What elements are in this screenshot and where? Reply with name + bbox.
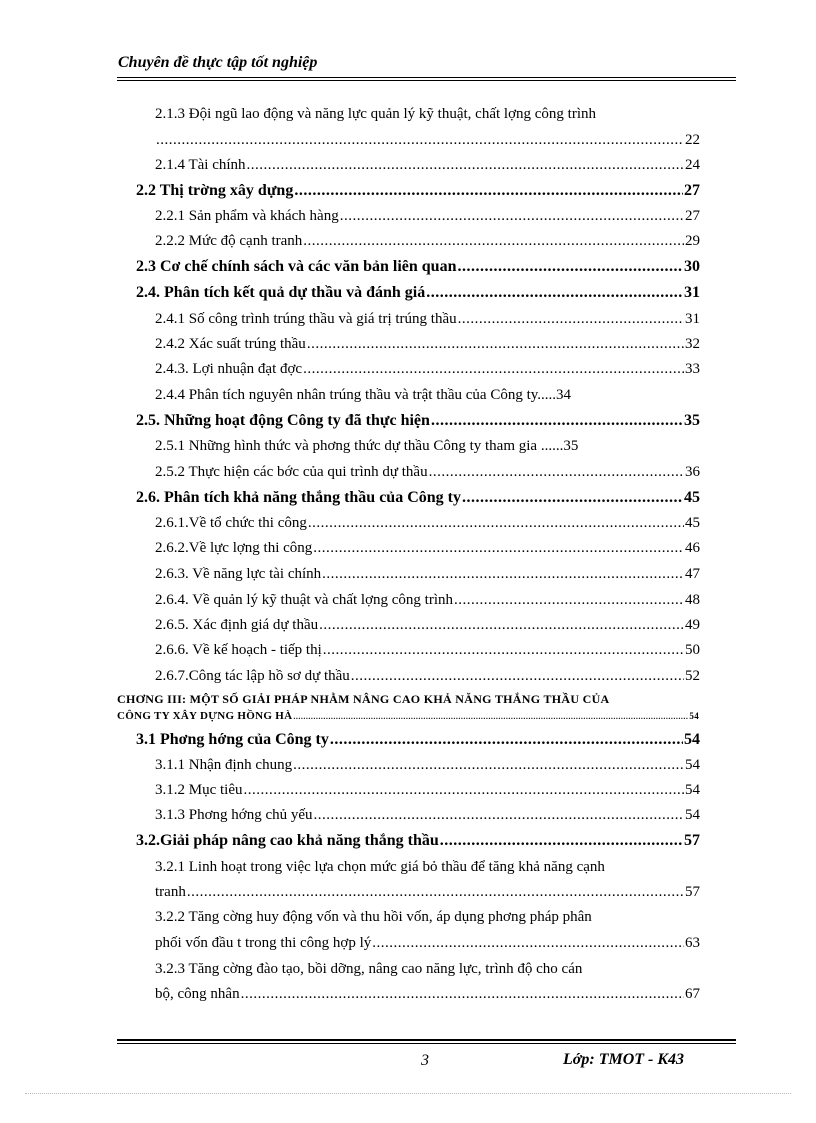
toc-entry bbox=[155, 780, 700, 800]
toc-entry-text: 2.6. Phân tích khả năng thắng thầu của Công ty bbox=[136, 489, 461, 506]
toc-page-number: 54 bbox=[685, 757, 700, 773]
toc-page-number: 45 bbox=[685, 515, 700, 531]
toc-entry bbox=[155, 231, 700, 251]
toc-page-number: 54 bbox=[685, 807, 700, 823]
footer-rule-bottom bbox=[117, 1043, 736, 1044]
toc-entry-text-continued: phối vốn đầu t trong thi công hợp lý bbox=[155, 935, 372, 951]
toc-entry-text: 2.3 Cơ chế chính sách và các văn bản liên quan bbox=[136, 258, 457, 275]
toc-page-number: 49 bbox=[685, 617, 700, 633]
toc-entry bbox=[155, 640, 700, 660]
header-rule-bottom bbox=[117, 80, 736, 81]
footer-rule-top bbox=[117, 1039, 736, 1041]
toc-page-number: 54 bbox=[684, 731, 700, 748]
header-rule-top bbox=[117, 77, 736, 78]
page-edge-dotted-line bbox=[25, 1093, 791, 1094]
toc-entry bbox=[155, 513, 700, 533]
toc-entry-text: 3.2.Giải pháp nâng cao khả năng thắng thầu bbox=[136, 832, 439, 849]
toc-entry-text: CHƠNG III: MỘT SỐ GIẢI PHÁP NHẰM NÂNG CAO KHẢ NĂNG THẮNG THẦU CỦA bbox=[117, 692, 610, 706]
toc-page-number: 52 bbox=[685, 668, 700, 684]
toc-page-number: 35 bbox=[684, 412, 700, 429]
toc-page-number: 24 bbox=[685, 157, 700, 173]
toc-entry-text-continued: bộ, công nhân bbox=[155, 986, 240, 1002]
toc-entry bbox=[155, 590, 700, 610]
toc-section bbox=[136, 283, 700, 303]
toc-page-number: 54 bbox=[685, 782, 700, 798]
toc-entry bbox=[155, 564, 700, 584]
toc-entry bbox=[155, 907, 735, 927]
toc-page-number: 50 bbox=[685, 642, 700, 658]
toc-page-number: 46 bbox=[685, 540, 700, 556]
class-label: Lớp: TMOT - K43 bbox=[563, 1051, 685, 1068]
toc-entry-text: 2.2.1 Sản phẩm và khách hàng bbox=[155, 208, 339, 224]
toc-page-number: 57 bbox=[684, 832, 700, 849]
toc-entry-text: 2.6.1.Về tổ chức thi công bbox=[155, 515, 307, 531]
toc-entry-text: 2.6.2.Về lực lợng thi công bbox=[155, 540, 313, 556]
toc-section bbox=[136, 831, 700, 851]
toc-section bbox=[136, 730, 700, 750]
toc-page-number: 47 bbox=[685, 566, 700, 582]
toc-entry-leader-line bbox=[155, 882, 700, 902]
toc-chapter bbox=[117, 692, 739, 707]
toc-entry bbox=[155, 436, 700, 456]
toc-entry-text: 2.4.2 Xác suất trúng thầu bbox=[155, 336, 306, 352]
toc-page-number: 57 bbox=[685, 884, 700, 900]
toc-page-number: 31 bbox=[685, 311, 700, 327]
toc-entry-text: 2.5. Những hoạt động Công ty đã thực hiện bbox=[136, 412, 430, 429]
toc-page-number: 63 bbox=[685, 935, 700, 951]
toc-entry-text: 2.4.4 Phân tích nguyên nhân trúng thầu và trật thầu của Công ty..... bbox=[155, 387, 557, 403]
toc-entry-text: 3.2.3 Tăng cờng đào tạo, bồi dỡng, nâng cao năng lực, trình độ cho cán bbox=[155, 961, 583, 977]
toc-entry-text: 3.1.3 Phơng hớng chủ yếu bbox=[155, 807, 313, 823]
toc-page-number: 54 bbox=[689, 711, 699, 721]
toc-entry-text-continued: CÔNG TY XÂY DỰNG HỒNG HÀ bbox=[117, 710, 293, 722]
toc-entry-leader-line bbox=[155, 130, 700, 150]
toc-page-number: 48 bbox=[685, 592, 700, 608]
toc-page-number: 29 bbox=[685, 233, 700, 249]
toc-page-number: 33 bbox=[685, 361, 700, 377]
toc-entry bbox=[155, 805, 700, 825]
toc-entry-text: 2.6.4. Về quản lý kỹ thuật và chất lợng công trình bbox=[155, 592, 454, 608]
document-title: Chuyên đề thực tập tốt nghiệp bbox=[118, 54, 318, 71]
toc-entry bbox=[155, 615, 700, 635]
page-number: 3 bbox=[421, 1052, 429, 1069]
toc-entry-text: 3.2.1 Linh hoạt trong việc lựa chọn mức giá bỏ thầu để tăng khả năng cạnh bbox=[155, 859, 605, 875]
toc-page-number: 32 bbox=[685, 336, 700, 352]
toc-entry-text: 3.1.1 Nhận định chung bbox=[155, 757, 293, 773]
toc-page-number: 45 bbox=[684, 489, 700, 506]
toc-page-number: 22 bbox=[685, 132, 700, 148]
toc-entry bbox=[155, 309, 700, 329]
toc-entry-text: 2.1.4 Tài chính bbox=[155, 157, 246, 173]
toc-entry-text: 2.6.5. Xác định giá dự thầu bbox=[155, 617, 319, 633]
toc-entry-text-continued: tranh bbox=[155, 884, 186, 900]
toc-page-number: 27 bbox=[684, 182, 700, 199]
toc-entry bbox=[155, 666, 700, 686]
toc-entry-leader-line bbox=[155, 984, 700, 1004]
toc-entry-text: 3.2.2 Tăng cờng huy động vốn và thu hồi vốn, áp dụng phơng pháp phân bbox=[155, 909, 592, 925]
toc-entry bbox=[155, 155, 700, 175]
toc-entry bbox=[155, 538, 700, 558]
toc-entry-leader-line bbox=[155, 933, 700, 953]
toc-entry-text: 3.1.2 Mục tiêu bbox=[155, 782, 243, 798]
toc-page-number: 34 bbox=[556, 387, 572, 403]
toc-entry bbox=[155, 104, 700, 124]
toc-entry-text: 2.4.3. Lợi nhuận đạt đợc bbox=[155, 361, 303, 377]
toc-entry-text: 2.1.3 Đội ngũ lao động và năng lực quản lý kỹ thuật, chất lợng công trình bbox=[155, 106, 596, 122]
toc-section bbox=[136, 257, 700, 277]
toc-entry bbox=[155, 857, 735, 877]
toc-entry bbox=[155, 334, 700, 354]
toc-entry bbox=[155, 462, 700, 482]
toc-section bbox=[136, 488, 700, 508]
toc-entry-text: 3.1 Phơng hớng của Công ty bbox=[136, 731, 329, 748]
toc-page-number: 31 bbox=[684, 284, 700, 301]
toc-entry bbox=[155, 959, 735, 979]
toc-entry-text: 2.6.6. Về kế hoạch - tiếp thị bbox=[155, 642, 322, 658]
toc-chapter-leader-line bbox=[117, 709, 699, 724]
toc-entry-text: 2.2.2 Mức độ cạnh tranh bbox=[155, 233, 303, 249]
toc-page-number: 35 bbox=[563, 438, 579, 454]
toc-page-number: 36 bbox=[685, 464, 700, 480]
toc-page-number: 30 bbox=[684, 258, 700, 275]
toc-entry-text: 2.2 Thị trờng xây dựng bbox=[136, 182, 294, 199]
toc-section bbox=[136, 181, 700, 201]
toc-entry bbox=[155, 755, 700, 775]
toc-entry-text: 2.4.1 Số công trình trúng thầu và giá trị trúng thầu bbox=[155, 311, 457, 327]
toc-entry-text: 2.6.7.Công tác lập hồ sơ dự thầu bbox=[155, 668, 350, 684]
toc-page-number: 67 bbox=[685, 986, 700, 1002]
toc-page-number: 27 bbox=[685, 208, 700, 224]
toc-entry bbox=[155, 206, 700, 226]
toc-entry bbox=[155, 385, 700, 405]
toc-entry-text: 2.5.2 Thực hiện các bớc của qui trình dự thầu bbox=[155, 464, 428, 480]
toc-entry-text: 2.5.1 Những hình thức và phơng thức dự thầu Công ty tham gia ...... bbox=[155, 438, 564, 454]
toc-section bbox=[136, 411, 700, 431]
toc-entry bbox=[155, 359, 700, 379]
toc-entry-text: 2.4. Phân tích kết quả dự thầu và đánh giá bbox=[136, 284, 426, 301]
toc-entry-text: 2.6.3. Về năng lực tài chính bbox=[155, 566, 322, 582]
